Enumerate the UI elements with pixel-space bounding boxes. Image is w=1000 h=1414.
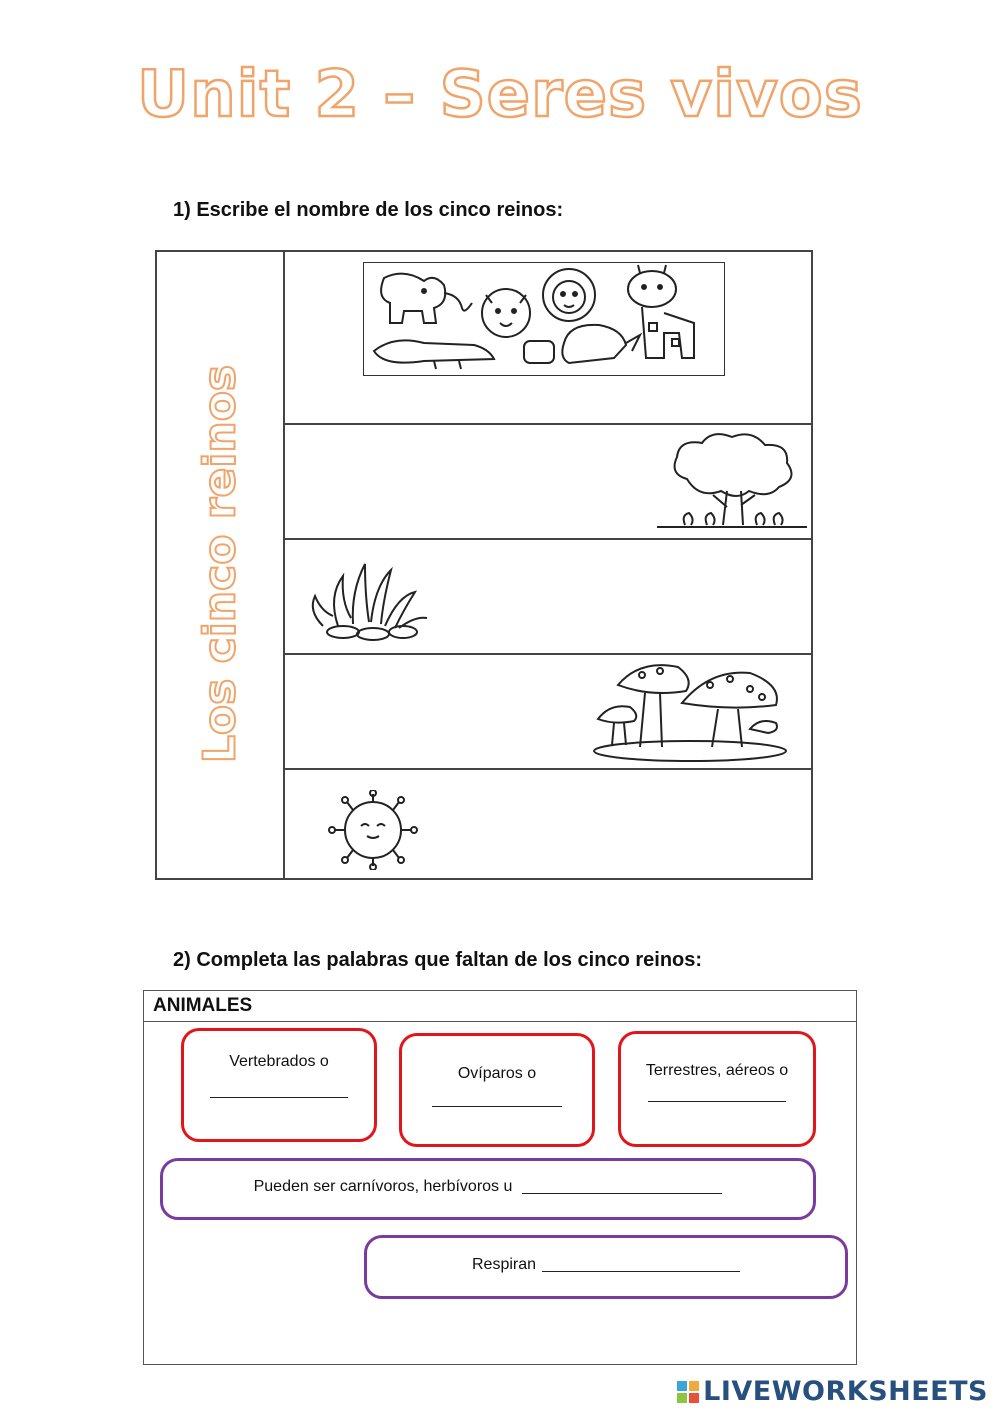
animals-box — [143, 990, 857, 1365]
side-label: Los cinco reinos — [194, 364, 246, 764]
terrestres-text: Terrestres, aéreos o — [645, 1062, 789, 1079]
virus-icon — [311, 790, 441, 870]
row-plants[interactable] — [285, 423, 811, 540]
terrestres-box — [618, 1031, 816, 1147]
mushrooms-icon — [590, 659, 790, 763]
animals-header: ANIMALES — [144, 991, 856, 1022]
vertebrados-text: Vertebrados o — [229, 1053, 329, 1070]
kingdoms-table — [155, 250, 813, 880]
carnivoros-text: Pueden ser carnívoros, herbívoros u — [253, 1178, 513, 1195]
row-animals[interactable] — [285, 252, 811, 425]
side-column — [157, 252, 285, 878]
respiran-text: Respiran — [471, 1256, 537, 1273]
liveworksheets-icon — [677, 1381, 699, 1403]
vertebrados-blank[interactable] — [210, 1097, 348, 1098]
terrestres-blank[interactable] — [648, 1101, 786, 1102]
oviparos-text: Ovíparos o — [457, 1065, 537, 1082]
liveworksheets-logo — [677, 1376, 988, 1407]
carnivoros-box — [160, 1158, 816, 1220]
oviparos-box — [399, 1033, 595, 1147]
question-2-label: 2) Completa las palabras que faltan de los cinco reinos: — [173, 949, 703, 971]
row-protists[interactable] — [285, 538, 811, 655]
seaweed-icon — [303, 556, 433, 642]
zoo-animals-icon — [363, 262, 725, 376]
carnivoros-blank[interactable] — [522, 1193, 722, 1194]
tree-icon — [657, 429, 807, 533]
liveworksheets-text: LIVEWORKSHEETS — [703, 1376, 988, 1407]
oviparos-blank[interactable] — [432, 1106, 562, 1107]
respiran-box — [364, 1235, 848, 1299]
row-fungi[interactable] — [285, 653, 811, 770]
vertebrados-box — [181, 1028, 377, 1142]
respiran-blank[interactable] — [542, 1271, 740, 1272]
row-monera[interactable] — [285, 768, 811, 878]
page-title: Unit 2 – Seres vivos — [137, 58, 863, 132]
question-1-label: 1) Escribe el nombre de los cinco reinos: — [173, 199, 564, 221]
